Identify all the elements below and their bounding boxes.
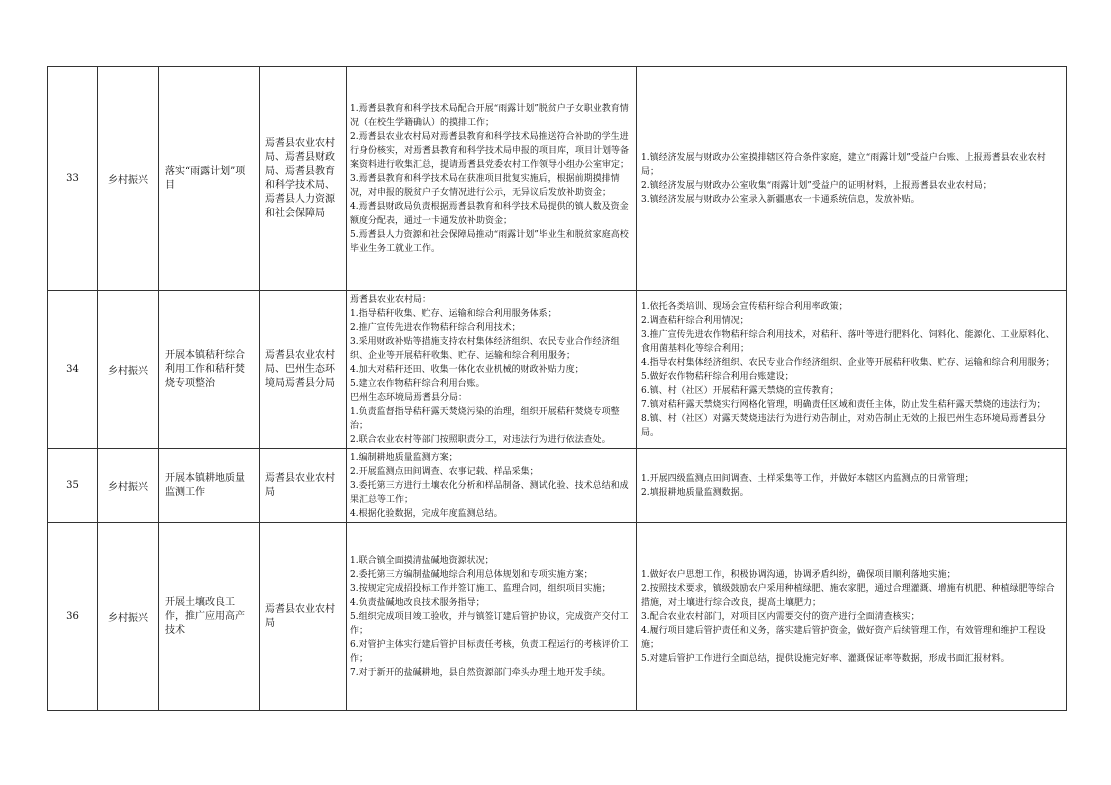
row-town-duties [637,291,1067,449]
row-category: 乡村振兴 [98,449,159,523]
duty-line: 2.委托第三方编制盐碱地综合利用总体规划和专项实施方案； [350,569,593,580]
duty-line: 1.开展四级监测点田间调查、土样采集等工作，并做好本辖区内监测点的日常管理； [641,473,974,484]
duty-line: 4.加大对秸秆还田、收集一体化农业机械的财政补贴力度； [350,364,584,375]
table-row [48,523,1067,711]
row-lead-departments: 焉耆县农业农村局、焉耆县财政局、焉耆县教育和科学技术局、焉耆县人力资源和社会保障局 [260,67,347,291]
duty-line: 1.依托各类培训、现场会宣传秸秆综合利用率政策； [641,301,848,312]
row-town-duties [637,67,1067,291]
row-category: 乡村振兴 [98,67,159,291]
duty-line: 2.推广宣传先进农作物秸秆综合利用技术； [350,322,521,333]
duty-line: 3.镇经济发展与财政办公室录入新疆惠农一卡通系统信息，发放补贴。 [641,194,920,205]
duty-line: 3.采用财政补贴等措施支持农村集体经济组织、农民专业合作经济组织、企业等开展秸秆收集、贮存、运输和综合利用服务； [350,336,620,361]
duty-line: 5.焉耆县人力资源和社会保障局推动“雨露计划”毕业生和脱贫家庭高校毕业生务工就业工作。 [350,229,629,254]
duty-line: 5.对建后管护工作进行全面总结，提供设施完好率、灌溉保证率等数据，形成书面汇报材料。 [641,653,1010,664]
row-department-duties [347,523,637,711]
duty-line: 4.履行项目建后管护责任和义务，落实建后管护资金，做好资产后续管理工作，有效管理和维护工程设施； [641,625,1046,650]
row-town-duties [637,523,1067,711]
duty-line: 2.开展监测点田间调查、农事记载、样品采集； [350,466,539,477]
row-category: 乡村振兴 [98,291,159,449]
row-department-duties [347,291,637,449]
duty-line: 2.焉耆县农业农村局对焉耆县教育和科学技术局推送符合补助的学生进行身份核实，对焉耆县教育和科学技术局申报的项目库，项目计划等备案资料进行收集汇总，提请焉耆县党委农村工作领导小组办公室审定； [350,131,630,170]
row-number: 33 [48,67,98,291]
table-row [48,449,1067,523]
duty-line: 2.联合农业农村等部门按照职责分工，对违法行为进行依法查处。 [350,434,611,445]
duty-line: 2.镇经济发展与财政办公室收集“雨露计划”受益户的证明材料，上报焉耆县农业农村局； [641,180,992,191]
row-lead-departments: 焉耆县农业农村局 [260,523,347,711]
row-task: 落实“雨露计划”项目 [159,67,260,291]
duty-line: 3.按规定完成招投标工作并签订施工、监理合同，组织项目实施； [350,583,611,594]
duty-line: 2.按照技术要求，镇级鼓励农户采用种植绿肥、施农家肥，通过合理灌溉、增施有机肥、种植绿肥等综合措施，对土壤进行综合改良，提高土壤肥力； [641,583,1055,608]
row-department-duties [347,67,637,291]
row-number: 34 [48,291,98,449]
row-task: 开展本镇耕地质量监测工作 [159,449,260,523]
duty-line: 1.焉耆县教育和科学技术局配合开展“雨露计划”脱贫户子女职业教育情况（在校生学籍确认）的摸排工作； [350,103,629,128]
duty-line: 1.指导秸秆收集、贮存、运输和综合利用服务体系； [350,308,557,319]
duty-line: 1.编制耕地质量监测方案； [350,452,458,463]
duty-line: 1.负责监督指导秸秆露天焚烧污染的治理，组织开展秸秆焚烧专项整治； [350,406,620,431]
table-row [48,291,1067,449]
duty-line: 4.负责盐碱地改良技术服务指导； [350,597,485,608]
duty-line: 3.推广宣传先进农作物秸秆综合利用技术，对秸秆、落叶等进行肥料化、饲料化、能源化、工业原料化、食用菌基料化等综合利用； [641,329,1055,354]
row-number: 36 [48,523,98,711]
duty-line: 1.做好农户思想工作，积极协调沟通，协调矛盾纠纷，确保项目顺利落地实施； [641,569,956,580]
duty-line: 6.镇、村（社区）开展秸秆露天禁烧的宣传教育； [641,385,839,396]
duty-line: 4.指导农村集体经济组织、农民专业合作经济组织、企业等开展秸秆收集、贮存、运输和综合利用服务； [641,357,1055,368]
duty-line: 5.做好农作物秸秆综合利用台账建设； [641,371,794,382]
duty-line: 4.根据化验数据，完成年度监测总结。 [350,508,503,519]
duty-line: 巴州生态环境局焉耆县分局： [350,392,468,403]
row-task: 开展本镇秸秆综合利用工作和秸秆焚烧专项整治 [159,291,260,449]
duty-line: 1.联合镇全面摸清盐碱地资源状况； [350,555,494,566]
row-town-duties [637,449,1067,523]
row-number: 35 [48,449,98,523]
duty-line: 5.组织完成项目竣工验收，并与镇签订建后管护协议，完成资产交付工作； [350,611,629,636]
table-body [48,67,1067,711]
duty-line: 3.委托第三方进行土壤农化分析和样品制备、测试化验、技术总结和成果汇总等工作； [350,480,629,505]
row-lead-departments: 焉耆县农业农村局 [260,449,347,523]
duty-line: 5.建立农作物秸秆综合利用台账。 [350,378,485,389]
duty-line: 4.焉耆县财政局负责根据焉耆县教育和科学技术局提供的镇人数及资金额度分配表，通过一卡通发放补助资金； [350,201,629,226]
duty-line: 2.调查秸秆综合利用情况； [641,315,749,326]
duty-line: 3.配合农业农村部门，对项目区内需要交付的资产进行全面清查核实； [641,611,920,622]
table-row [48,67,1067,291]
row-task: 开展土壤改良工作，推广应用高产技术 [159,523,260,711]
duty-line: 焉耆县农业农村局： [350,294,432,305]
row-department-duties [347,449,637,523]
responsibility-table [47,66,1067,711]
duty-line: 7.镇对秸秆露天禁烧实行网格化管理，明确责任区域和责任主体，防止发生秸秆露天禁烧的违法行为； [641,399,1046,410]
duty-line: 2.填报耕地质量监测数据。 [641,487,749,498]
duty-line: 3.焉耆县教育和科学技术局在获准项目批复实施后，根据前期摸排情况，对申报的脱贫户子女情况进行公示，无异议后发放补助资金； [350,173,620,198]
row-lead-departments: 焉耆县农业农村局、巴州生态环境局焉耆县分局 [260,291,347,449]
duty-line: 1.镇经济发展与财政办公室摸排辖区符合条件家庭，建立“雨露计划”受益户台账、上报焉耆县农业农村局； [641,152,1046,177]
duty-line: 8.镇、村（社区）对露天焚烧违法行为进行劝告制止，对劝告制止无效的上报巴州生态环境局焉耆县分局。 [641,413,1046,438]
duty-line: 6.对管护主体实行建后管护目标责任考核，负责工程运行的考核评价工作； [350,639,629,664]
row-category: 乡村振兴 [98,523,159,711]
duty-line: 7.对于新开的盐碱耕地，县自然资源部门牵头办理土地开发手续。 [350,667,611,678]
